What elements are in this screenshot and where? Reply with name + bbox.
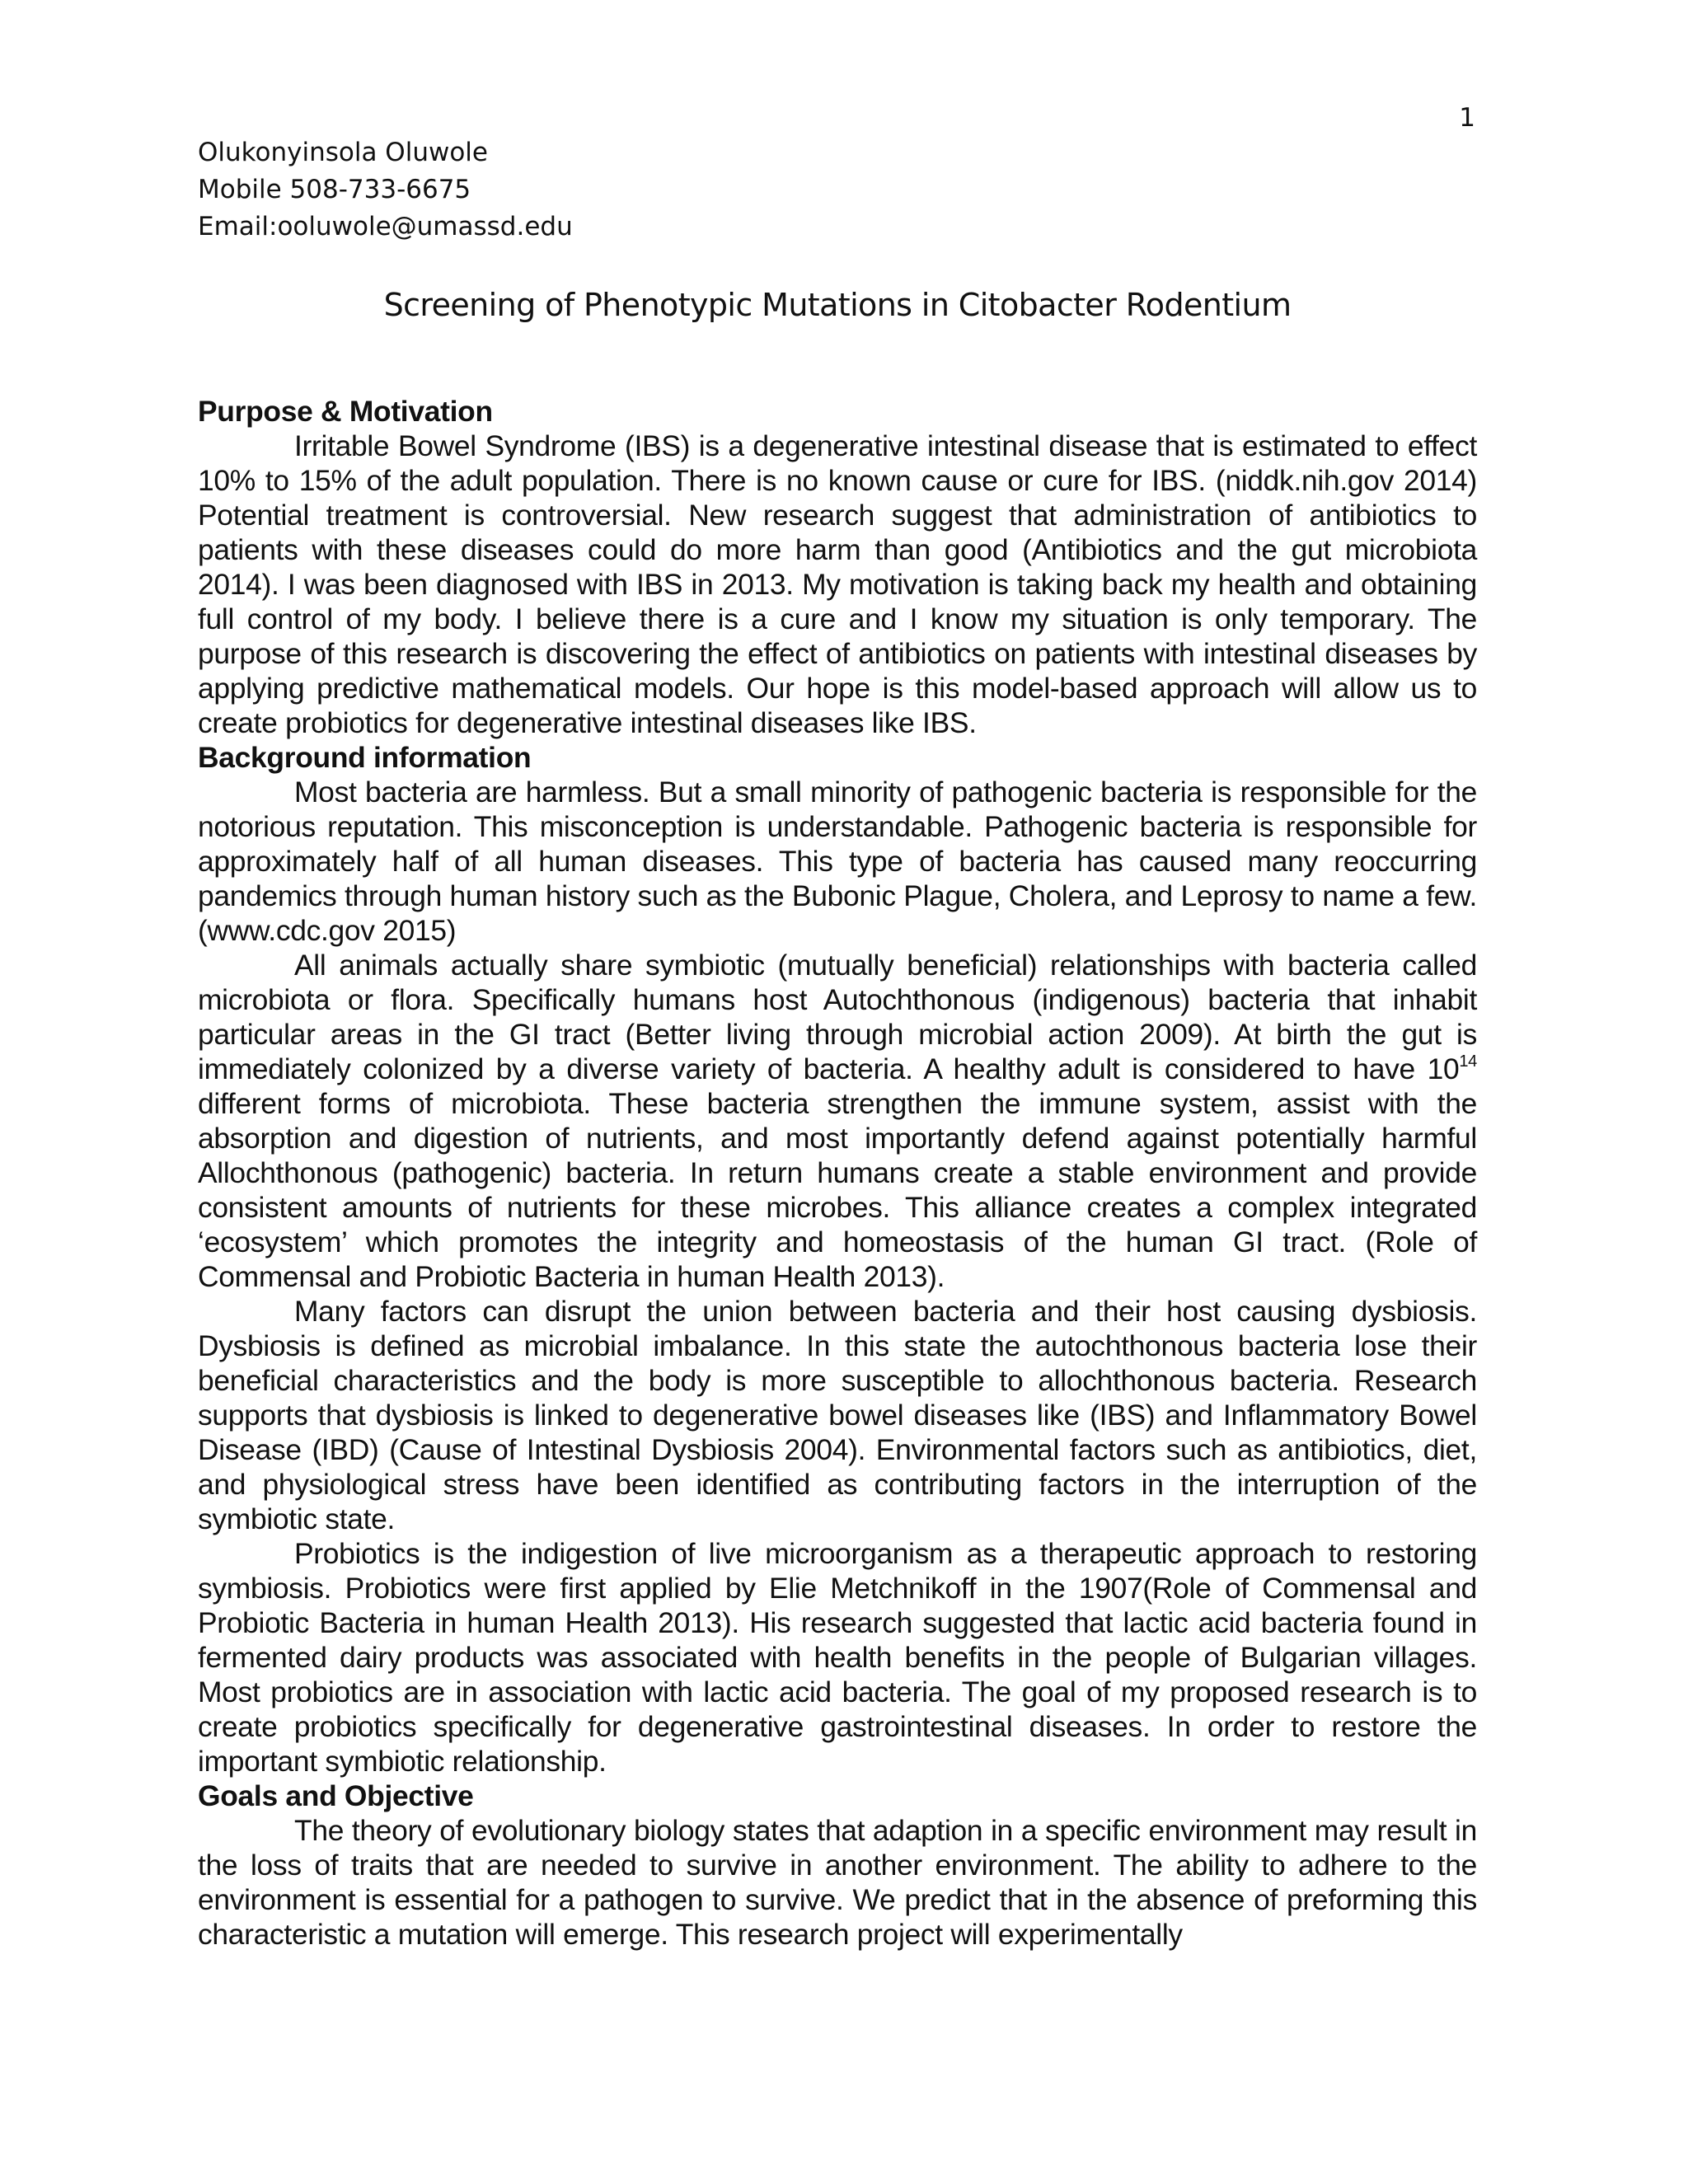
section-heading-background: Background information [198, 741, 532, 774]
paragraph-text: different forms of microbiota. These bacteria strengthen the immune system, assist with the absorption and digestion of nutrients, and most importantly defend against potentially harmful Allochthonous (pathogenic) bacteria. In return humans create a stable environment and provide consistent amounts of nutrients for these microbes. This alliance creates a complex integrated ‘ecosystem’ which promotes the integrity and homeostasis of the human GI tract. (Role of Commensal and Probiotic Bacteria in human Health 2013). [198, 1087, 1477, 1293]
exponent: 14 [1459, 1052, 1477, 1071]
paragraph-purpose: Irritable Bowel Syndrome (IBS) is a degenerative intestinal disease that is estimated to effect 10% to 15% of the adult population. There is no known cause or cure for IBS. (niddk.nih.gov 2014) Potential treatment is controversial. New research suggest that administration of antibiotics to patients with these diseases could do more harm than good (Antibiotics and the gut microbiota 2014). I was been diagnosed with IBS in 2013. My motivation is taking back my health and obtaining full control of my body. I believe there is a cure and I know my situation is only temporary. The purpose of this research is discovering the effect of antibiotics on patients with intestinal diseases by applying predictive mathematical models. Our hope is this model-based approach will allow us to create probiotics for degenerative intestinal diseases like IBS. [198, 429, 1477, 739]
section-heading-purpose: Purpose & Motivation [198, 395, 493, 428]
author-mobile: Mobile 508-733-6675 [198, 175, 471, 204]
paragraph-background-1: Most bacteria are harmless. But a small minority of pathogenic bacteria is responsible for the notorious reputation. This misconception is understandable. Pathogenic bacteria is responsible for approximately half of all human diseases. This type of bacteria has caused many reoccurring pandemics through human history such as the Bubonic Plague, Cholera, and Leprosy to name a few. (www.cdc.gov 2015) [198, 776, 1477, 947]
paragraph-goals: The theory of evolutionary biology states that adaption in a specific environment may result in the loss of traits that are needed to survive in another environment. The ability to adhere to the environment is essential for a pathogen to survive. We predict that in the absence of preforming this characteristic a mutation will emerge. This research project will experimentally [198, 1814, 1477, 1951]
paragraph-text: All animals actually share symbiotic (mutually beneficial) relationships with bacteria called microbiota or flora. Specifically humans host Autochthonous (indigenous) bacteria that inhabit particular areas in the GI tract (Better living through microbial action 2009). At birth the gut is immediately colonized by a diverse variety of bacteria. A healthy adult is considered to have 10 [198, 949, 1477, 1085]
paragraph-background-2 [198, 948, 1477, 1294]
author-block [198, 134, 573, 246]
author-email: Email:ooluwole@umassd.edu [198, 212, 573, 241]
page-number: 1 [1459, 103, 1475, 133]
document-body [198, 394, 1477, 1952]
paragraph-background-4: Probiotics is the indigestion of live microorganism as a therapeutic approach to restoring symbiosis. Probiotics were first applied by Elie Metchnikoff in the 1907(Role of Commensal and Probiotic Bacteria in human Health 2013). His research suggested that lactic acid bacteria found in fermented dairy products was associated with health benefits in the people of Bulgarian villages. Most probiotics are in association with lactic acid bacteria. The goal of my proposed research is to create probiotics specifically for degenerative gastrointestinal diseases. In order to restore the important symbiotic relationship. [198, 1537, 1477, 1778]
document-title: Screening of Phenotypic Mutations in Citobacter Rodentium [383, 287, 1292, 323]
author-name: Olukonyinsola Oluwole [198, 138, 488, 167]
paragraph-background-3: Many factors can disrupt the union between bacteria and their host causing dysbiosis. Dysbiosis is defined as microbial imbalance. In this state the autochthonous bacteria lose their beneficial characteristics and the body is more susceptible to allochthonous bacteria. Research supports that dysbiosis is linked to degenerative bowel diseases like (IBS) and Inflammatory Bowel Disease (IBD) (Cause of Intestinal Dysbiosis 2004). Environmental factors such as antibiotics, diet, and physiological stress have been identified as contributing factors in the interruption of the symbiotic state. [198, 1295, 1477, 1535]
section-heading-goals: Goals and Objective [198, 1779, 474, 1812]
